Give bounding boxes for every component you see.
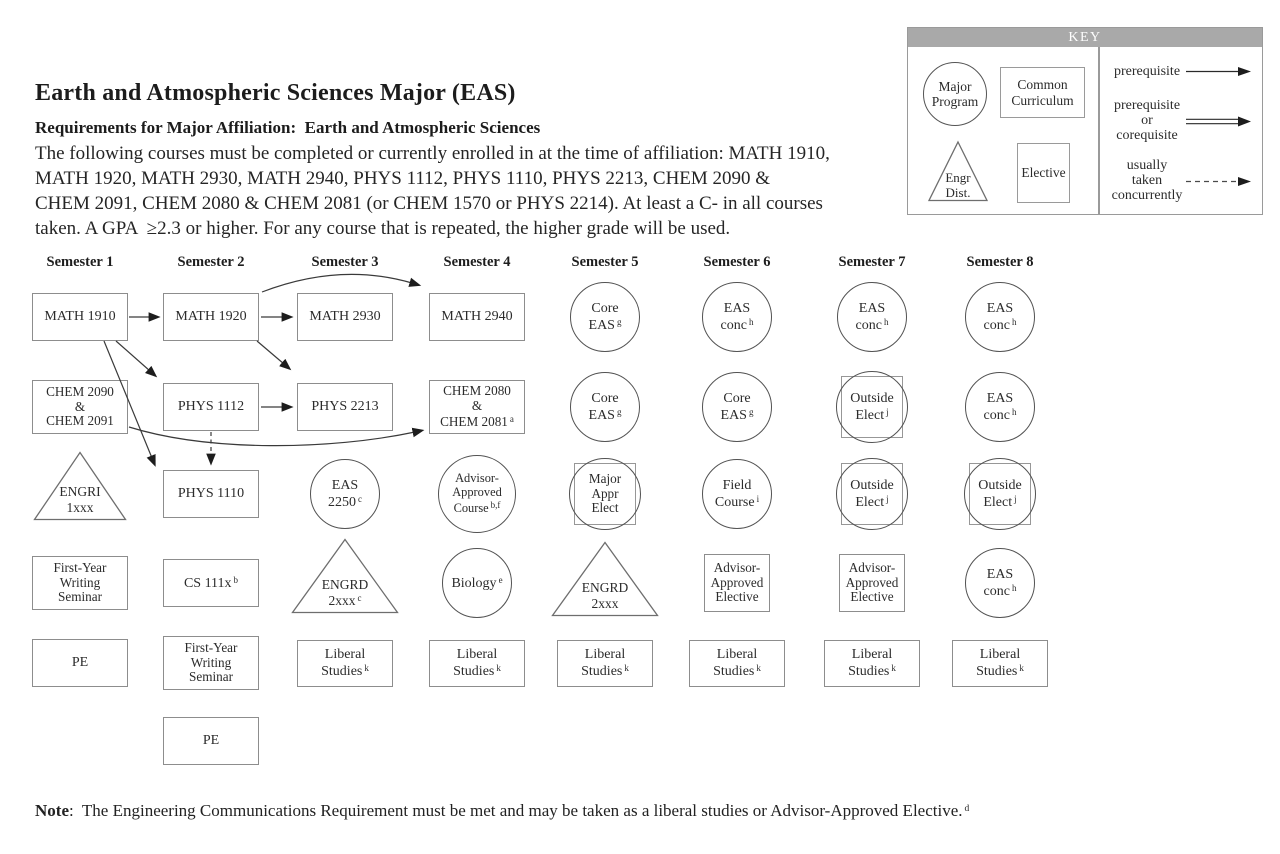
- node-eas-conc-s8b: EAS conc $^h$: [965, 372, 1035, 442]
- note-superscript: d: [964, 804, 970, 814]
- intro-line-1: The following courses must be completed or currently enrolled in at the time of affiliation: MATH 1910,: [35, 143, 830, 164]
- node-adv-appr-elective-s6: Advisor- Approved Elective: [704, 554, 770, 612]
- key-prerequisite-label: prerequisite: [1113, 64, 1181, 79]
- node-outside-elect-s8: Outside Elect $^j$: [964, 458, 1036, 530]
- key-title: KEY: [908, 28, 1262, 47]
- node-chem-2080-2081: CHEM 2080 & CHEM 2081 $^a$: [429, 380, 525, 434]
- node-engrd-2xxx-s5: ENGRD 2xxx: [551, 541, 659, 617]
- node-liberal-studies-s7: Liberal Studies $^k$: [824, 640, 920, 687]
- node-engri-1xxx: ENGRI 1xxx: [33, 451, 127, 521]
- node-core-eas-s5a: Core EAS $^g$: [570, 282, 640, 352]
- node-phys-2213: PHYS 2213: [297, 383, 393, 431]
- node-outside-elect-s7a: Outside Elect $^j$: [836, 371, 908, 443]
- node-math-2940: MATH 2940: [429, 293, 525, 341]
- node-fyws-s2: First-Year Writing Seminar: [163, 636, 259, 690]
- page-title: Earth and Atmospheric Sciences Major (EAS): [35, 80, 516, 106]
- node-liberal-studies-s8: Liberal Studies $^k$: [952, 640, 1048, 687]
- intro-line-3: CHEM 2091, CHEM 2080 & CHEM 2081 (or CHEM 1570 or PHYS 2214). At least a C- in all courses: [35, 193, 823, 214]
- note-label: Note: [35, 801, 69, 820]
- node-advisor-approved-course: Advisor- Approved Course $^{b,f}$: [438, 455, 516, 533]
- semester-header-4: Semester 4: [443, 254, 511, 270]
- footnote: [35, 801, 969, 821]
- node-major-appr-elect: Major Appr Elect: [569, 458, 641, 530]
- node-chem-2090-2091: CHEM 2090 & CHEM 2091: [32, 380, 128, 434]
- node-outside-elect-s7b: Outside Elect $^j$: [836, 458, 908, 530]
- semester-header-7: Semester 7: [838, 254, 906, 270]
- node-pe-s2: PE: [163, 717, 259, 765]
- note-text: : The Engineering Communications Requirement must be met and may be taken as a liberal studies or Advisor-Approved Elective.: [68, 801, 963, 820]
- node-adv-appr-elective-s7: Advisor- Approved Elective: [839, 554, 905, 612]
- semester-header-5: Semester 5: [571, 254, 639, 270]
- node-math-1910: MATH 1910: [32, 293, 128, 341]
- semester-header-2: Semester 2: [177, 254, 245, 270]
- node-phys-1112: PHYS 1112: [163, 383, 259, 431]
- node-eas-conc-s6: EAS conc $^h$: [702, 282, 772, 352]
- intro-line-4: taken. A GPA ≥2.3 or higher. For any course that is repeated, the higher grade will be used.: [35, 218, 731, 239]
- node-liberal-studies-s5: Liberal Studies $^k$: [557, 640, 653, 687]
- key-major-program-symbol: Major Program: [923, 62, 987, 126]
- node-cs-111x: CS 111x $^b$: [163, 559, 259, 607]
- node-eas-2250: EAS 2250 $^c$: [310, 459, 380, 529]
- node-pe-s1: PE: [32, 639, 128, 687]
- key-engr-dist-symbol: Engr Dist.: [927, 140, 989, 203]
- node-core-eas-s6: Core EAS $^g$: [702, 372, 772, 442]
- node-liberal-studies-s6: Liberal Studies $^k$: [689, 640, 785, 687]
- intro-line-2: MATH 1920, MATH 2930, MATH 2940, PHYS 1112, PHYS 1110, PHYS 2213, CHEM 2090 &: [35, 168, 771, 189]
- node-biology: Biology $^e$: [442, 548, 512, 618]
- semester-header-6: Semester 6: [703, 254, 771, 270]
- node-liberal-studies-s3: Liberal Studies $^k$: [297, 640, 393, 687]
- node-liberal-studies-s4: Liberal Studies $^k$: [429, 640, 525, 687]
- node-fyws-s1: First-Year Writing Seminar: [32, 556, 128, 610]
- key-prereq-or-coreq-label: prerequisite or corequisite: [1113, 98, 1181, 143]
- node-eas-conc-s7: EAS conc $^h$: [837, 282, 907, 352]
- node-eas-conc-s8c: EAS conc $^h$: [965, 548, 1035, 618]
- semester-header-8: Semester 8: [966, 254, 1034, 270]
- node-math-1920: MATH 1920: [163, 293, 259, 341]
- key-common-curriculum-symbol: Common Curriculum: [1000, 67, 1085, 118]
- key-elective-symbol: Elective: [1017, 143, 1070, 203]
- page-subtitle: Requirements for Major Affiliation: Earth and Atmospheric Sciences: [35, 118, 541, 137]
- node-field-course: Field Course $^i$: [702, 459, 772, 529]
- semester-header-1: Semester 1: [46, 254, 114, 270]
- node-engrd-2xxx-s3: ENGRD 2xxx $^c$: [291, 538, 399, 614]
- key-concurrent-label: usually taken concurrently: [1111, 158, 1183, 203]
- node-core-eas-s5b: Core EAS $^g$: [570, 372, 640, 442]
- node-math-2930: MATH 2930: [297, 293, 393, 341]
- node-phys-1110: PHYS 1110: [163, 470, 259, 518]
- node-eas-conc-s8a: EAS conc $^h$: [965, 282, 1035, 352]
- semester-header-3: Semester 3: [311, 254, 379, 270]
